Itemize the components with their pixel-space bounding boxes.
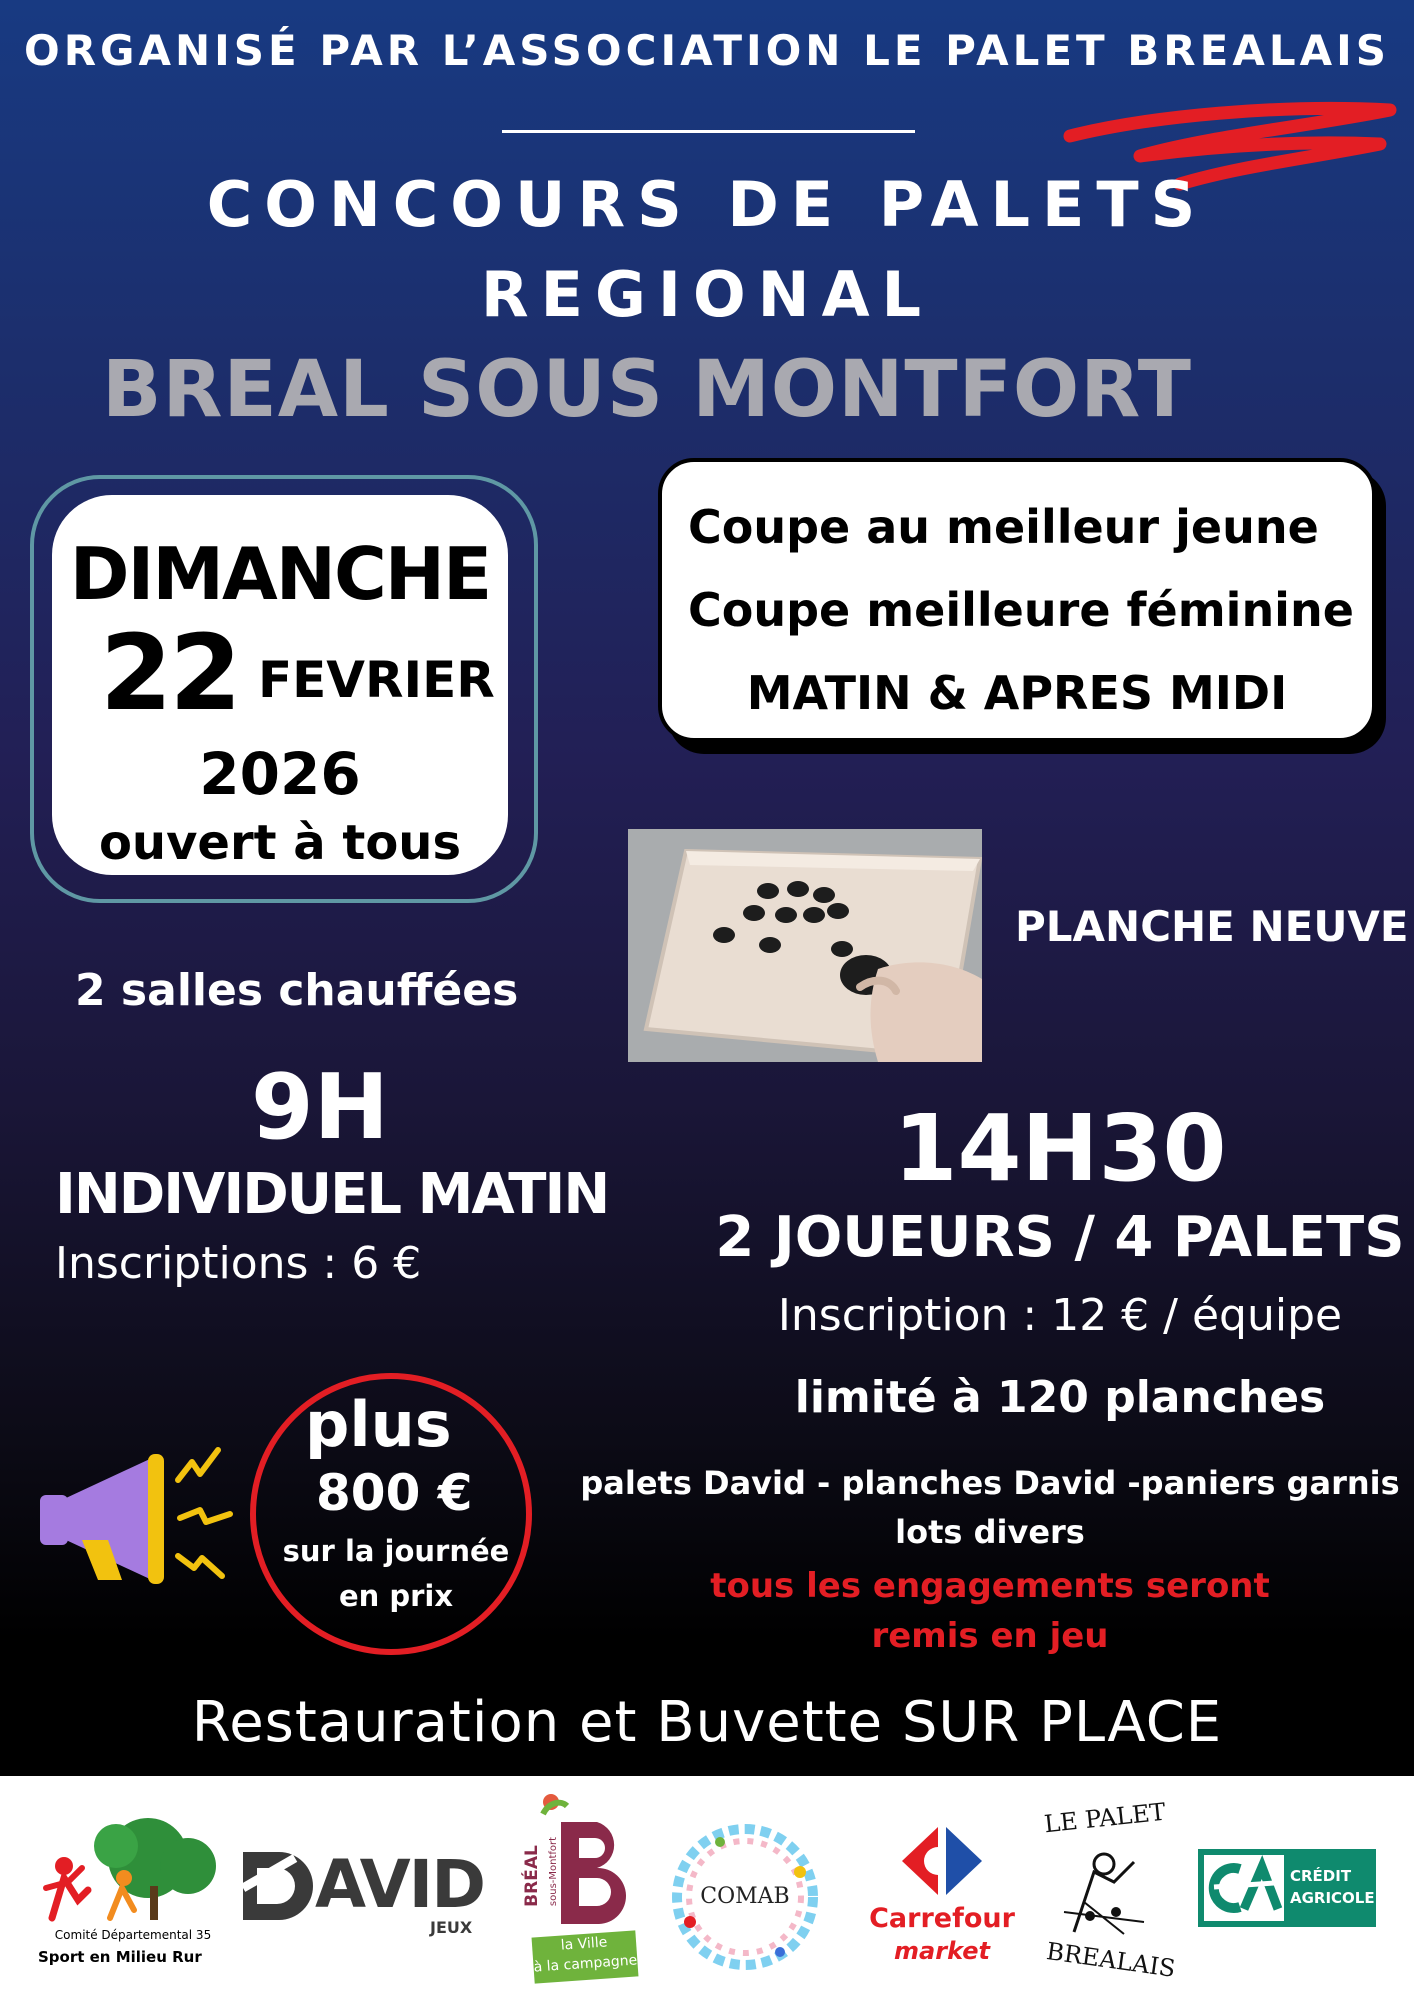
afternoon-format: 2 JOUEURS / 4 PALETS <box>715 1205 1405 1270</box>
tree-runners-icon <box>38 1806 228 1926</box>
breal-green-tag <box>532 1930 639 1983</box>
sponsor-carrefour-market <box>862 1821 1022 1971</box>
afternoon-time: 14H30 <box>893 1095 1227 1202</box>
engagement-note-1: tous les engagements seront <box>710 1566 1270 1606</box>
location-title: BREAL SOUS MONTFORT <box>102 345 1192 435</box>
sponsor-david-jeux <box>235 1836 495 1936</box>
breal-text-2: sous-Montfort <box>548 1836 560 1907</box>
carrefour-logo-icon <box>892 1821 992 1901</box>
david-sub-text: JEUX <box>430 1918 473 1937</box>
breal-b-logo-icon <box>525 1788 645 1928</box>
ca-logo-box <box>1204 1855 1284 1921</box>
board-photo <box>628 829 982 1062</box>
heated-rooms: 2 salles chauffées <box>75 965 519 1016</box>
title-divider <box>502 130 915 133</box>
prize-line-1: sur la journée <box>282 1534 510 1568</box>
carrefour-text-1: Carrefour <box>869 1903 1015 1934</box>
cdsmr-text-1: Comité Départemental 35 <box>54 1928 212 1942</box>
date-day: 22 <box>100 612 239 734</box>
comab-text: COMAB <box>700 1884 790 1909</box>
cup-schedule: MATIN & APRES MIDI <box>746 666 1288 720</box>
catering-text: Restauration et Buvette SUR PLACE <box>191 1690 1223 1755</box>
ca-logo-icon <box>1204 1855 1284 1921</box>
palet-text-1: LE PALET <box>1042 1797 1167 1839</box>
david-d-logo-icon <box>235 1844 315 1924</box>
lots-line-2: lots divers <box>895 1513 1085 1551</box>
breal-text-3: la Ville <box>560 1934 608 1954</box>
ca-text-1: CRÉDIT <box>1290 1867 1352 1885</box>
date-year: 2026 <box>199 740 361 808</box>
open-to-all: ouvert à tous <box>98 815 462 871</box>
sponsor-credit-agricole <box>1198 1849 1376 1927</box>
prize-plus: plus <box>305 1388 452 1461</box>
palet-text-2: BREALAIS <box>1044 1937 1178 1983</box>
date-month: FEVRIER <box>258 651 495 709</box>
cup-female: Coupe meilleure féminine <box>688 583 1354 637</box>
morning-fee: Inscriptions : 6 € <box>55 1238 422 1289</box>
new-board-label: PLANCHE NEUVE <box>1015 902 1409 951</box>
date-weekday: DIMANCHE <box>69 532 491 616</box>
palet-player-sketch-icon <box>1054 1842 1154 1942</box>
david-text: AVID <box>315 1846 485 1923</box>
afternoon-fee: Inscription : 12 € / équipe <box>777 1290 1343 1341</box>
board-illustration <box>628 829 982 1062</box>
breal-text-4: à la campagne <box>533 1952 638 1976</box>
organizer-text: ORGANISÉ PAR L’ASSOCIATION LE PALET BREALAIS <box>23 26 1390 75</box>
carrefour-text-2: market <box>894 1937 990 1965</box>
cdsmr-text-2: Sport en Milieu Rur <box>38 1948 202 1966</box>
megaphone-icon <box>30 1440 240 1590</box>
lots-line-1: palets David - planches David -paniers garnis <box>580 1464 1400 1502</box>
title-line-2: REGIONAL <box>480 258 934 331</box>
sponsor-palet-brealais <box>1040 1796 1178 1996</box>
sponsor-comab <box>660 1812 830 1982</box>
breal-text-1: BRÉAL <box>521 1845 542 1907</box>
sponsor-band <box>0 1776 1414 2000</box>
sponsor-cdsmr <box>38 1806 228 1986</box>
ca-text-2: AGRICOLE <box>1290 1889 1375 1907</box>
prize-amount: 800 € <box>316 1464 473 1522</box>
morning-time: 9H <box>251 1055 389 1160</box>
sponsor-breal-ville <box>521 1788 645 1998</box>
title-line-1: CONCOURS DE PALETS <box>206 168 1208 241</box>
cup-youth: Coupe au meilleur jeune <box>688 500 1319 554</box>
engagement-note-2: remis en jeu <box>871 1616 1109 1656</box>
morning-format: INDIVIDUEL MATIN <box>55 1162 609 1227</box>
prize-line-2: en prix <box>338 1579 454 1613</box>
board-limit: limité à 120 planches <box>794 1372 1326 1423</box>
